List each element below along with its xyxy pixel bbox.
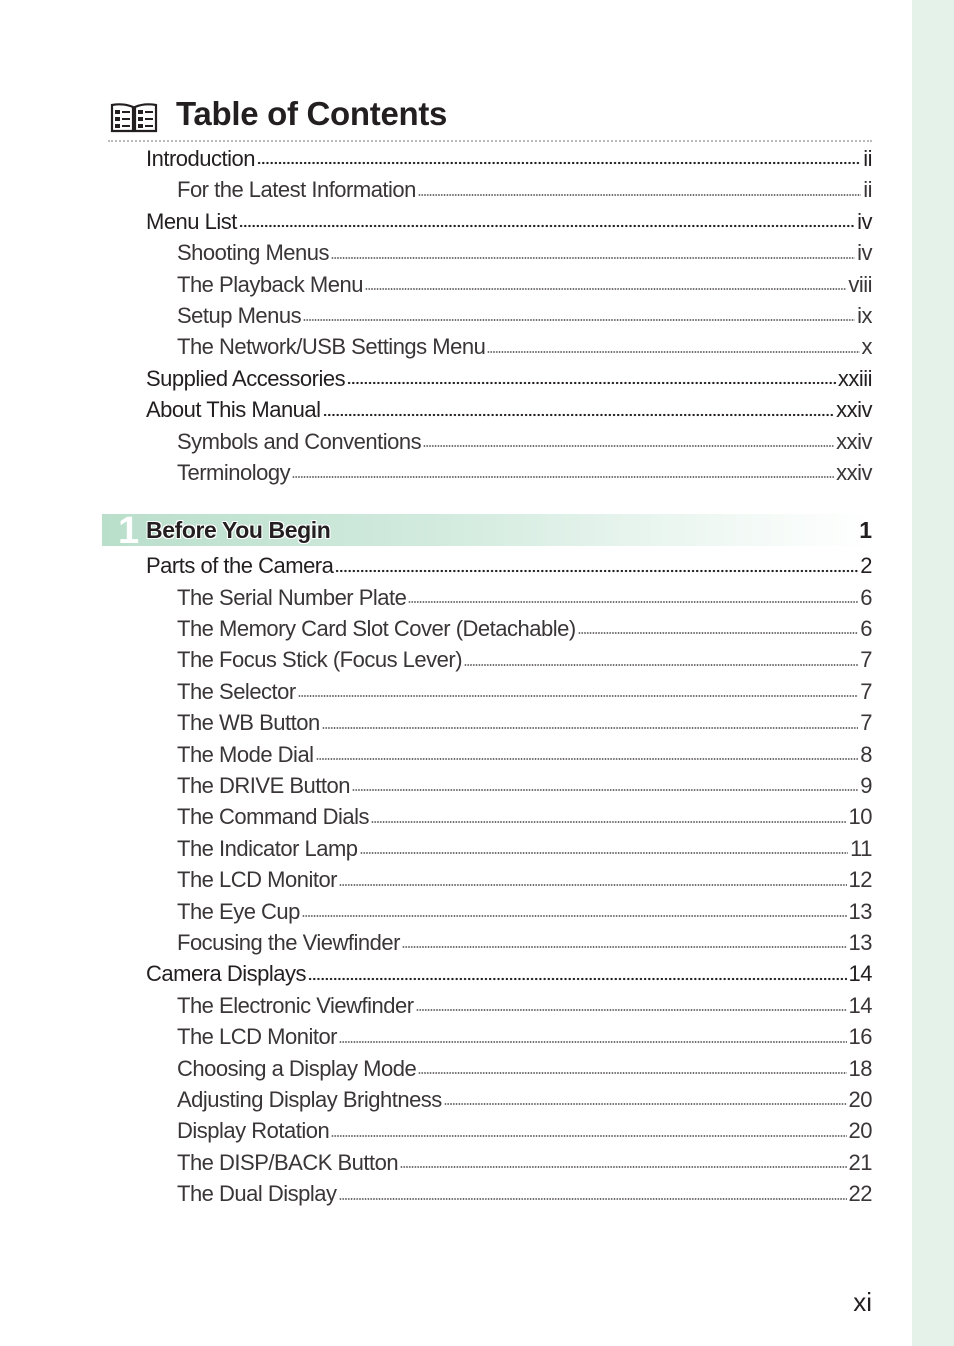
toc-entry-label: The DRIVE Button bbox=[177, 773, 350, 799]
toc-entry-page: 21 bbox=[848, 1149, 872, 1175]
toc-subentry[interactable] bbox=[146, 1021, 872, 1052]
dot-leader bbox=[487, 350, 859, 354]
toc-entry-label: The Indicator Lamp bbox=[177, 835, 358, 861]
dot-leader bbox=[322, 726, 859, 730]
toc-subentry[interactable] bbox=[146, 426, 872, 457]
toc-entry-page: 22 bbox=[848, 1181, 872, 1207]
toc-subentry[interactable] bbox=[146, 927, 872, 958]
chapter-number: 1 bbox=[118, 510, 140, 553]
toc-entry-page: iv bbox=[857, 240, 872, 266]
dot-leader bbox=[331, 256, 855, 260]
toc-subentry[interactable] bbox=[146, 1147, 872, 1178]
toc-entry-page: 13 bbox=[848, 898, 872, 924]
toc-entry-page: 2 bbox=[860, 553, 872, 579]
toc-subentry[interactable] bbox=[146, 801, 872, 832]
toc-entry-label: The LCD Monitor bbox=[177, 1024, 338, 1050]
dot-leader bbox=[308, 977, 847, 981]
toc-entry-label: Symbols and Conventions bbox=[177, 428, 422, 454]
toc-entry-page: x bbox=[861, 334, 872, 360]
toc-entry-label: The Network/USB Settings Menu bbox=[177, 334, 486, 360]
toc-entry-page: 10 bbox=[848, 804, 872, 830]
toc-entry-label: Shooting Menus bbox=[177, 240, 329, 266]
dot-leader bbox=[339, 1197, 847, 1201]
toc-entry-label: The Eye Cup bbox=[177, 898, 300, 924]
toc-entry[interactable] bbox=[146, 958, 872, 989]
dot-leader bbox=[371, 820, 847, 824]
page-title: Table of Contents bbox=[176, 95, 448, 132]
dot-leader bbox=[352, 788, 858, 792]
dot-leader bbox=[257, 161, 861, 165]
dot-leader bbox=[464, 663, 858, 667]
toc-entry[interactable] bbox=[146, 550, 872, 581]
dot-leader bbox=[423, 444, 834, 448]
toc-subentry[interactable] bbox=[146, 739, 872, 770]
toc-entry-page: xxiii bbox=[837, 365, 872, 391]
toc-entry[interactable] bbox=[146, 143, 872, 174]
toc-entry-label: Menu List bbox=[146, 208, 237, 234]
toc-subentry[interactable] bbox=[146, 1053, 872, 1084]
chapter-heading[interactable] bbox=[102, 510, 872, 553]
toc-entry-label: About This Manual bbox=[146, 397, 321, 423]
dot-leader bbox=[360, 851, 849, 855]
toc-subentry[interactable] bbox=[146, 331, 872, 362]
toc-entry-page: 7 bbox=[860, 647, 872, 673]
dot-leader bbox=[347, 381, 836, 385]
toc-subentry[interactable] bbox=[146, 174, 872, 205]
chapter-title: Before You Begin bbox=[146, 517, 331, 544]
toc-subentry[interactable] bbox=[146, 1115, 872, 1146]
dot-leader bbox=[292, 475, 834, 479]
toc-entry-page: xxiv bbox=[836, 459, 872, 485]
toc-entry-label: Display Rotation bbox=[177, 1118, 330, 1144]
dot-leader bbox=[316, 757, 859, 761]
dot-leader bbox=[339, 883, 847, 887]
toc-subentry[interactable] bbox=[146, 1084, 872, 1115]
toc-entry-label: The WB Button bbox=[177, 710, 320, 736]
toc-subentry[interactable] bbox=[146, 676, 872, 707]
toc-entry-page: viii bbox=[848, 271, 872, 297]
toc-entry-page: xxiv bbox=[836, 428, 872, 454]
toc-entry-page: 14 bbox=[848, 961, 872, 987]
dot-leader bbox=[578, 631, 859, 635]
dot-leader bbox=[408, 600, 858, 604]
toc-entry-label: The Memory Card Slot Cover (Detachable) bbox=[177, 616, 576, 642]
toc-entry-page: 7 bbox=[860, 678, 872, 704]
chapter-page: 1 bbox=[859, 517, 872, 544]
dot-leader bbox=[298, 694, 859, 698]
toc-entry-page: xxiv bbox=[836, 397, 872, 423]
book-icon bbox=[110, 102, 158, 134]
toc-entry-label: Choosing a Display Mode bbox=[177, 1055, 417, 1081]
toc-chapter-section bbox=[146, 550, 872, 1209]
dot-leader bbox=[323, 413, 835, 417]
toc-entry-label: For the Latest Information bbox=[177, 177, 416, 203]
toc-subentry[interactable] bbox=[146, 582, 872, 613]
toc-subentry[interactable] bbox=[146, 990, 872, 1021]
toc-subentry[interactable] bbox=[146, 300, 872, 331]
toc-entry-label: Focusing the Viewfinder bbox=[177, 929, 400, 955]
toc-entry-page: ix bbox=[857, 302, 872, 328]
dot-leader bbox=[418, 193, 861, 197]
toc-entry-page: 6 bbox=[860, 584, 872, 610]
toc-entry-label: The Serial Number Plate bbox=[177, 584, 407, 610]
toc-subentry[interactable] bbox=[146, 644, 872, 675]
toc-entry-label: Camera Displays bbox=[146, 961, 306, 987]
toc-entry[interactable] bbox=[146, 206, 872, 237]
toc-entry-page: 16 bbox=[848, 1024, 872, 1050]
toc-subentry[interactable] bbox=[146, 896, 872, 927]
dot-leader bbox=[444, 1102, 847, 1106]
section-spacer bbox=[146, 488, 872, 514]
dot-leader bbox=[365, 287, 846, 291]
toc-entry-label: The Selector bbox=[177, 678, 296, 704]
toc-subentry[interactable] bbox=[146, 613, 872, 644]
dot-leader bbox=[239, 224, 855, 228]
toc-entry-page: 13 bbox=[848, 929, 872, 955]
toc-subentry[interactable] bbox=[146, 457, 872, 488]
toc-entry-label: The LCD Monitor bbox=[177, 867, 338, 893]
dot-leader bbox=[418, 1071, 846, 1075]
dot-leader bbox=[339, 1040, 847, 1044]
toc-entry-page: 9 bbox=[860, 773, 872, 799]
toc-entry-label: The Playback Menu bbox=[177, 271, 363, 297]
dot-leader bbox=[416, 1008, 847, 1012]
toc-entry-page: 20 bbox=[848, 1118, 872, 1144]
toc-subentry[interactable] bbox=[146, 770, 872, 801]
toc-header bbox=[108, 96, 872, 142]
toc-subentry[interactable] bbox=[146, 707, 872, 738]
toc-entry-page: 20 bbox=[848, 1086, 872, 1112]
toc-subentry[interactable] bbox=[146, 1178, 872, 1209]
toc-entry[interactable] bbox=[146, 363, 872, 394]
toc-entry-label: Terminology bbox=[177, 459, 291, 485]
toc-entry-page: ii bbox=[863, 146, 872, 171]
toc-list bbox=[118, 143, 872, 1210]
toc-entry-label: The Focus Stick (Focus Lever) bbox=[177, 647, 463, 673]
toc-entry-page: 18 bbox=[848, 1055, 872, 1081]
toc-entry-page: ii bbox=[863, 177, 872, 203]
toc-entry-label: Introduction bbox=[146, 146, 255, 171]
toc-entry-label: The DISP/BACK Button bbox=[177, 1149, 399, 1175]
dot-leader bbox=[335, 569, 858, 573]
toc-entry-page: 14 bbox=[848, 992, 872, 1018]
page-number: xi bbox=[853, 1287, 872, 1317]
toc-entry-page: 11 bbox=[850, 835, 872, 861]
toc-subentry[interactable] bbox=[146, 237, 872, 268]
side-strip bbox=[912, 0, 954, 1346]
toc-entry-label: Supplied Accessories bbox=[146, 365, 346, 391]
dot-leader bbox=[331, 1134, 846, 1138]
toc-intro-section bbox=[146, 143, 872, 488]
dot-leader bbox=[402, 945, 847, 949]
toc-entry-page: 7 bbox=[860, 710, 872, 736]
toc-subentry[interactable] bbox=[146, 833, 872, 864]
dot-leader bbox=[302, 914, 847, 918]
toc-entry[interactable] bbox=[146, 394, 872, 425]
toc-subentry[interactable] bbox=[146, 269, 872, 300]
toc-entry-page: 12 bbox=[848, 867, 872, 893]
toc-subentry[interactable] bbox=[146, 864, 872, 895]
toc-entry-page: 8 bbox=[860, 741, 872, 767]
toc-entry-label: Parts of the Camera bbox=[146, 553, 334, 579]
dot-leader bbox=[400, 1165, 846, 1169]
toc-entry-label: The Command Dials bbox=[177, 804, 370, 830]
toc-entry-page: iv bbox=[857, 208, 872, 234]
toc-entry-page: 6 bbox=[860, 616, 872, 642]
toc-entry-label: Adjusting Display Brightness bbox=[177, 1086, 442, 1112]
toc-entry-label: The Mode Dial bbox=[177, 741, 314, 767]
toc-entry-label: The Electronic Viewfinder bbox=[177, 992, 414, 1018]
toc-entry-label: Setup Menus bbox=[177, 302, 302, 328]
toc-entry-label: The Dual Display bbox=[177, 1181, 337, 1207]
dot-leader bbox=[303, 318, 855, 322]
